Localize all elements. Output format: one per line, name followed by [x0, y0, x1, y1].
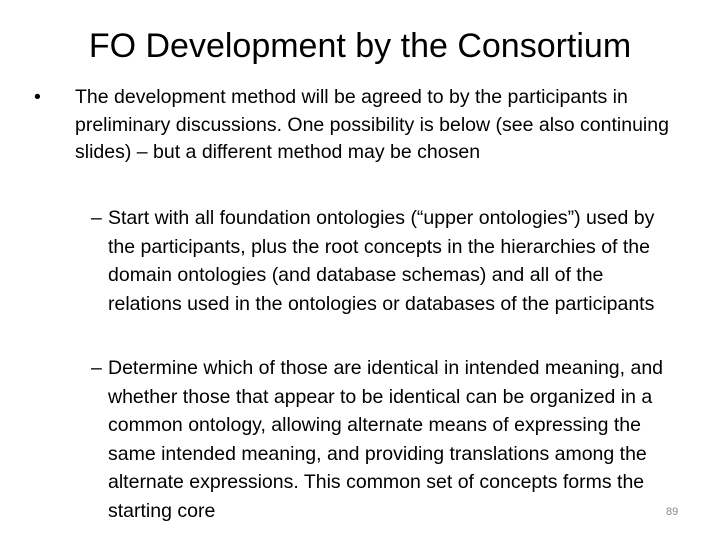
sub-bullet-text: Determine which of those are identical in intended meaning, and whether those that appear to be identical can be organized in a common ontology, allowing alternate means of expressing the same intended meaning, and providing translations among the alternate expressions. This common set of concepts forms the starting core — [108, 357, 664, 522]
bullet-text: The development method will be agreed to by the participants in preliminary discussions. One possibility is below (see also continuing slides) – but a different method may be chosen — [75, 86, 669, 164]
sub-bullet-text: Start with all foundation ontologies (“upper ontologies”) used by the participants, plus the root concepts in the hierarchies of the domain ontologies (and database schemas) and all of the relations used in the ontologies or databases of the participants — [108, 207, 655, 315]
sub-bullet-item — [91, 204, 681, 318]
sub-bullet-marker: – — [91, 357, 102, 379]
slide-number: 89 — [666, 506, 679, 518]
sub-bullet-marker: – — [91, 207, 102, 229]
sub-bullet-item — [91, 354, 681, 526]
bullet-marker: • — [34, 86, 41, 108]
bullet-item — [34, 84, 674, 167]
slide-title: FO Development by the Consortium — [88, 27, 632, 65]
